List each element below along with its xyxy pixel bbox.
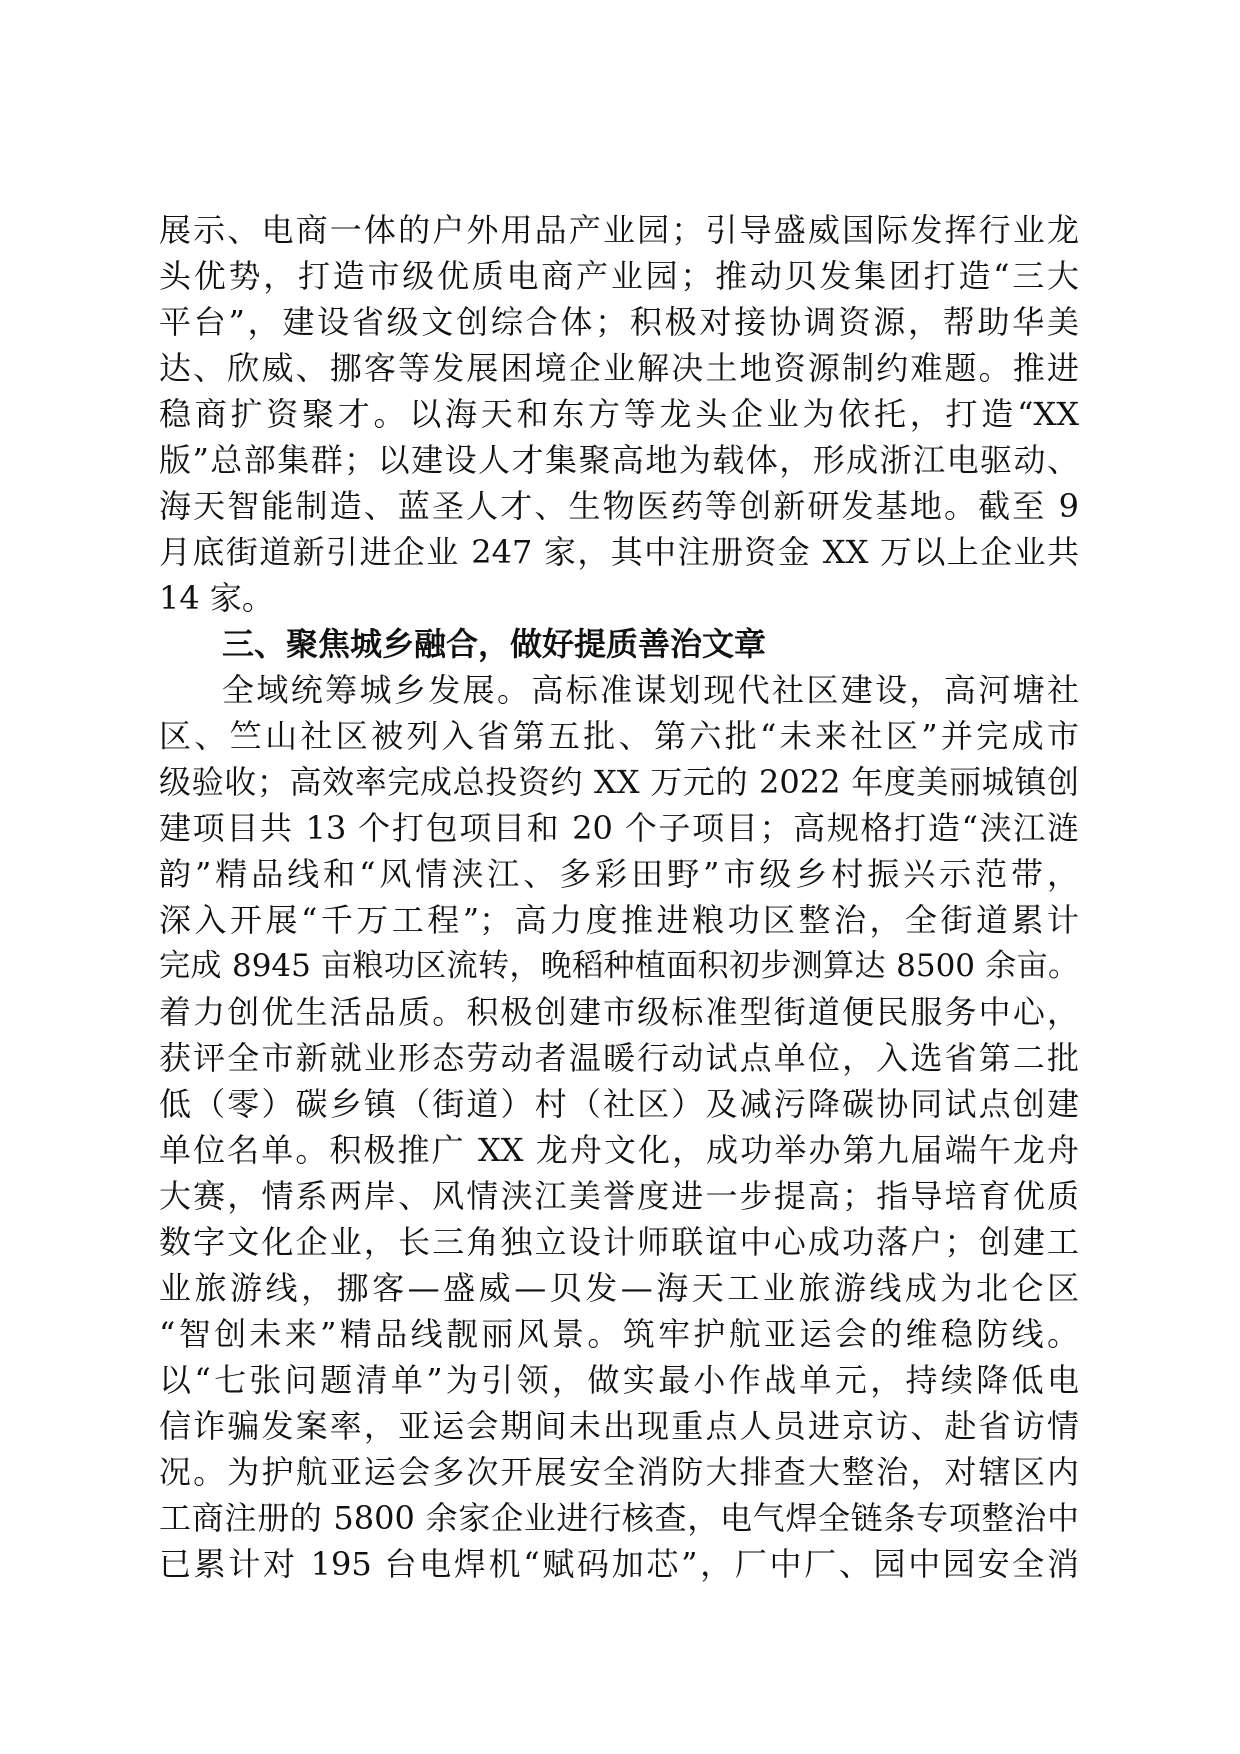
paragraph-line: 获评全市新就业形态劳动者温暖行动试点单位，入选省第二批 — [159, 1039, 1079, 1077]
paragraph-line: 14 家。 — [159, 579, 274, 617]
paragraph-line: 信诈骗发案率，亚运会期间未出现重点人员进京访、赴省访情 — [159, 1407, 1079, 1445]
paragraph-line: 头优势，打造市级优质电商产业园；推动贝发集团打造“三大 — [159, 257, 1079, 295]
paragraph-line: 稳商扩资聚才。以海天和东方等龙头企业为依托，打造“XX — [159, 395, 1079, 433]
paragraph-line: 韵”精品线和“风情浃江、多彩田野”市级乡村振兴示范带， — [159, 855, 1079, 893]
paragraph-line: 完成 8945 亩粮功区流转，晚稻种植面积初步测算达 8500 余亩。 — [159, 948, 1079, 984]
paragraph-line: 海天智能制造、蓝圣人才、生物医药等创新研发基地。截至 9 — [159, 487, 1079, 525]
paragraph-line: 工商注册的 5800 余家企业进行核查，电气焊全链条专项整治中 — [159, 1499, 1079, 1537]
paragraph-line: 大赛，情系两岸、风情浃江美誉度进一步提高；指导培育优质 — [159, 1177, 1079, 1215]
paragraph-line: 单位名单。积极推广 XX 龙舟文化，成功举办第九届端午龙舟 — [159, 1131, 1079, 1169]
paragraph-line: 展示、电商一体的户外用品产业园；引导盛威国际发挥行业龙 — [159, 211, 1079, 249]
paragraph-line: 以“七张问题清单”为引领，做实最小作战单元，持续降低电 — [159, 1361, 1079, 1399]
paragraph-line: 月底街道新引进企业 247 家，其中注册资金 XX 万以上企业共 — [159, 533, 1079, 571]
paragraph-line: 着力创优生活品质。积极创建市级标准型街道便民服务中心， — [159, 993, 1079, 1031]
paragraph-line: 业旅游线，挪客—盛威—贝发—海天工业旅游线成为北仑区 — [159, 1269, 1079, 1307]
paragraph-line: 区、竺山社区被列入省第五批、第六批“未来社区”并完成市 — [159, 717, 1079, 755]
paragraph-line: 版”总部集群；以建设人才集聚高地为载体，形成浙江电驱动、 — [159, 441, 1079, 479]
section-heading: 三、聚焦城乡融合，做好提质善治文章 — [222, 625, 767, 663]
paragraph-line: 建项目共 13 个打包项目和 20 个子项目；高规格打造“浃江涟 — [159, 809, 1079, 847]
paragraph-line: 级验收；高效率完成总投资约 XX 万元的 2022 年度美丽城镇创 — [159, 763, 1079, 801]
paragraph-line: 况。为护航亚运会多次开展安全消防大排查大整治，对辖区内 — [159, 1453, 1079, 1491]
paragraph-line: 深入开展“千万工程”；高力度推进粮功区整治，全街道累计 — [159, 901, 1079, 939]
paragraph-line: 全域统筹城乡发展。高标准谋划现代社区建设，高河塘社 — [222, 671, 1079, 709]
paragraph-line: 平台”，建设省级文创综合体；积极对接协调资源，帮助华美 — [159, 303, 1079, 341]
paragraph-line: 数字文化企业，长三角独立设计师联谊中心成功落户；创建工 — [159, 1223, 1079, 1261]
paragraph-line: 已累计对 195 台电焊机“赋码加芯”，厂中厂、园中园安全消 — [159, 1545, 1079, 1583]
paragraph-line: 达、欣威、挪客等发展困境企业解决土地资源制约难题。推进 — [159, 349, 1079, 387]
paragraph-line: 低（零）碳乡镇（街道）村（社区）及减污降碳协同试点创建 — [159, 1085, 1079, 1123]
paragraph-line: “智创未来”精品线靓丽风景。筑牢护航亚运会的维稳防线。 — [159, 1315, 1079, 1353]
